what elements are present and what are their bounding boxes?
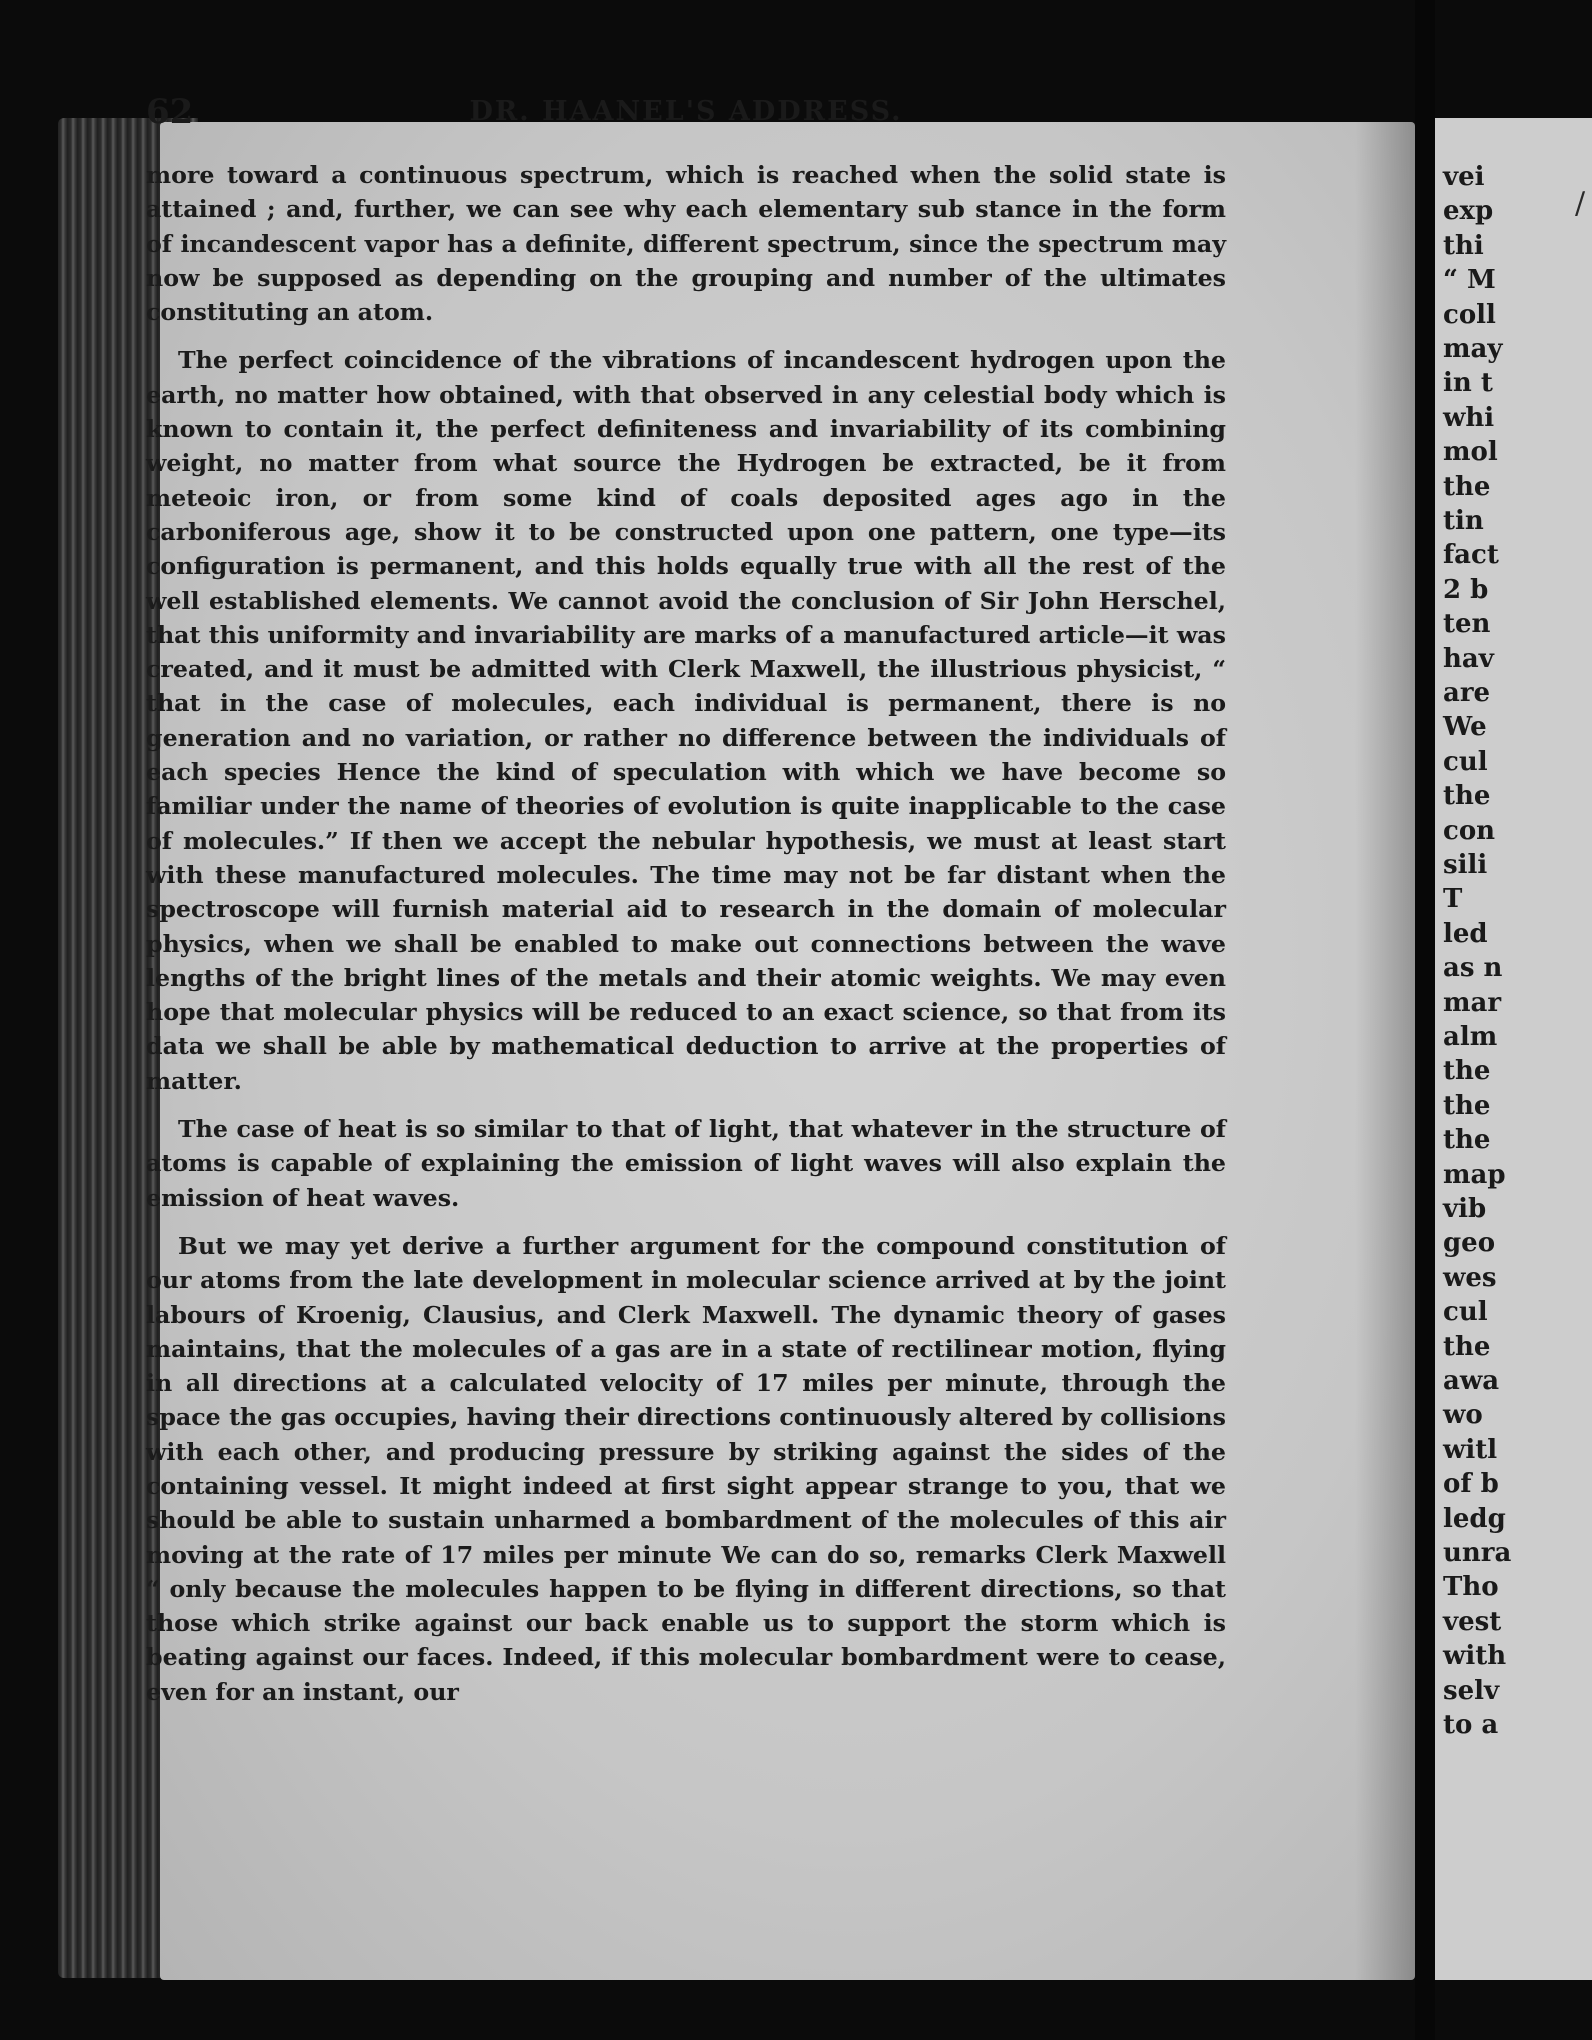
facing-page-line: whi [1443,402,1495,433]
facing-page-line: witl [1443,1434,1498,1465]
book-gutter [1415,0,1435,2040]
facing-page-line: geo [1443,1228,1496,1259]
facing-page-line: con [1443,815,1496,846]
paragraph: The case of heat is so similar to that of light, that whatever in the structure of atoms is capable of explaining the emission of light waves will also explain the emission of heat waves. [146,1115,1226,1212]
facing-page-line: of b [1443,1469,1499,1500]
page-number: 62 [146,92,194,132]
facing-page-line: the [1443,1056,1491,1087]
facing-page-line: selv [1443,1675,1500,1706]
facing-page-line: the [1443,1090,1491,1121]
facing-page-line: cul [1443,746,1488,777]
facing-page-line: wes [1443,1262,1497,1293]
facing-page-line: T [1443,884,1463,915]
facing-page-line: thi [1443,230,1484,261]
facing-page-line: hav [1443,643,1494,674]
facing-page-line: Tho [1443,1572,1499,1603]
facing-page-line: with [1443,1641,1507,1672]
paragraph: But we may yet derive a further argument for the compound constitution of our atoms from the late development in molecular science arrived at by the joint labours of Kroenig, Clausius, and Clerk Maxwell. The dynamic theory of gases maintains, that the molecules of a gas are in a state of rectilinear motion, flying in all directions at a calculated velocity of 17 miles per minute, through the space the gas occupies, having their directions continuously altered by collisions with each other, and producing pressure by striking against the sides of the containing vessel. It might indeed at first sight appear strange to you, that we should be able to sustain unharmed a bombardment of the molecules of this air moving at the rate of 17 miles per minute We can do so, remarks Clerk Maxwell “ only because the molecules happen to be flying in different directions, so that those which strike against our back enable us to support the storm which is beating against our faces. Indeed, if this molecular bombardment were to cease, even for an instant, our [146,1231,1226,1706]
facing-page-line: in t [1443,368,1493,399]
facing-page-line: vest [1443,1606,1502,1637]
facing-page-line: the [1443,471,1491,502]
facing-page-line: vib [1443,1194,1487,1224]
page-header [146,92,1226,132]
facing-page-line: mar [1443,987,1502,1018]
facing-page-line: led [1443,918,1488,949]
facing-page-line: sili [1443,850,1488,880]
facing-page-line: as n [1443,953,1503,984]
facing-page-line: the [1443,1125,1491,1156]
facing-page-line: mol [1443,437,1498,468]
facing-page-line: cul [1443,1297,1488,1328]
facing-page-line: the [1443,1331,1491,1362]
facing-page-line: ledg [1443,1503,1506,1534]
facing-page-line: coll [1443,299,1496,330]
facing-page-line: ten [1443,609,1491,640]
facing-page-line: awa [1443,1366,1500,1396]
facing-page-line: unra [1443,1538,1512,1568]
page-shadow [1355,122,1415,1980]
facing-page-line: to a [1443,1710,1499,1740]
facing-page-line: alm [1443,1022,1498,1052]
facing-page-line: may [1443,334,1503,364]
facing-page-line: are [1443,678,1491,708]
facing-page-line: map [1443,1159,1506,1190]
paragraph: The perfect coincidence of the vibrations of incandescent hydrogen upon the earth, no matter how obtained, with that observed in any celestial body which is known to contain it, the perfect definiteness and invariability of its combining weight, no matter from what source the Hydrogen be extracted, be it from meteoic iron, or from some kind of coals deposited ages ago in the carboniferous age, show it to be constructed upon one pattern, one type—its configuration is permanent, and this holds equally true with all the rest of the well established elements. We cannot avoid the conclusion of Sir John Herschel, that this uniformity and invariability are marks of a manufactured article—it was created, and it must be admitted with Clerk Maxwell, the illustrious physicist, “ that in the case of molecules, each individual is permanent, there is no generation and no variation, or rather no difference between the individuals of each species Hence the kind of speculation with which we have become so familiar under the name of theories of evolution is quite inapplicable to the case of molecules.” If then we accept the nebular hypothesis, we must at least start with these manufactured molecules. The time may not be far distant when the spectroscope will furnish material aid to research in the domain of molecular physics, when we shall be enabled to make out connections between the wave lengths of the bright lines of the metals and their atomic weights. We may even hope that molecular physics will be reduced to an exact science, so that from its data we shall be able by mathematical deduction to arrive at the properties of matter. [146,346,1226,1095]
facing-page-line: fact [1443,540,1499,571]
body-text [146,158,1226,1723]
facing-page [1435,118,1592,1980]
paragraph: more toward a continuous spectrum, which is reached when the solid state is attained ; and, further, we can see why each elementary sub stance in the form of incandescent vapor has a definite, different spectrum, since the spectrum may now be supposed as depending on the grouping and number of the ultimates constituting an atom. [146,161,1226,327]
facing-page-mark: / [1575,186,1586,221]
facing-page-line: the [1443,781,1491,812]
running-head: DR. HAANEL'S ADDRESS. [469,96,903,127]
facing-page-line: vei [1443,162,1485,192]
facing-page-line: “ M [1443,265,1496,296]
facing-page-line: wo [1443,1400,1483,1431]
facing-page-line: tin [1443,506,1484,536]
facing-page-line: exp [1443,196,1494,227]
facing-page-line: 2 b [1443,574,1489,605]
facing-page-line: We [1443,712,1487,743]
